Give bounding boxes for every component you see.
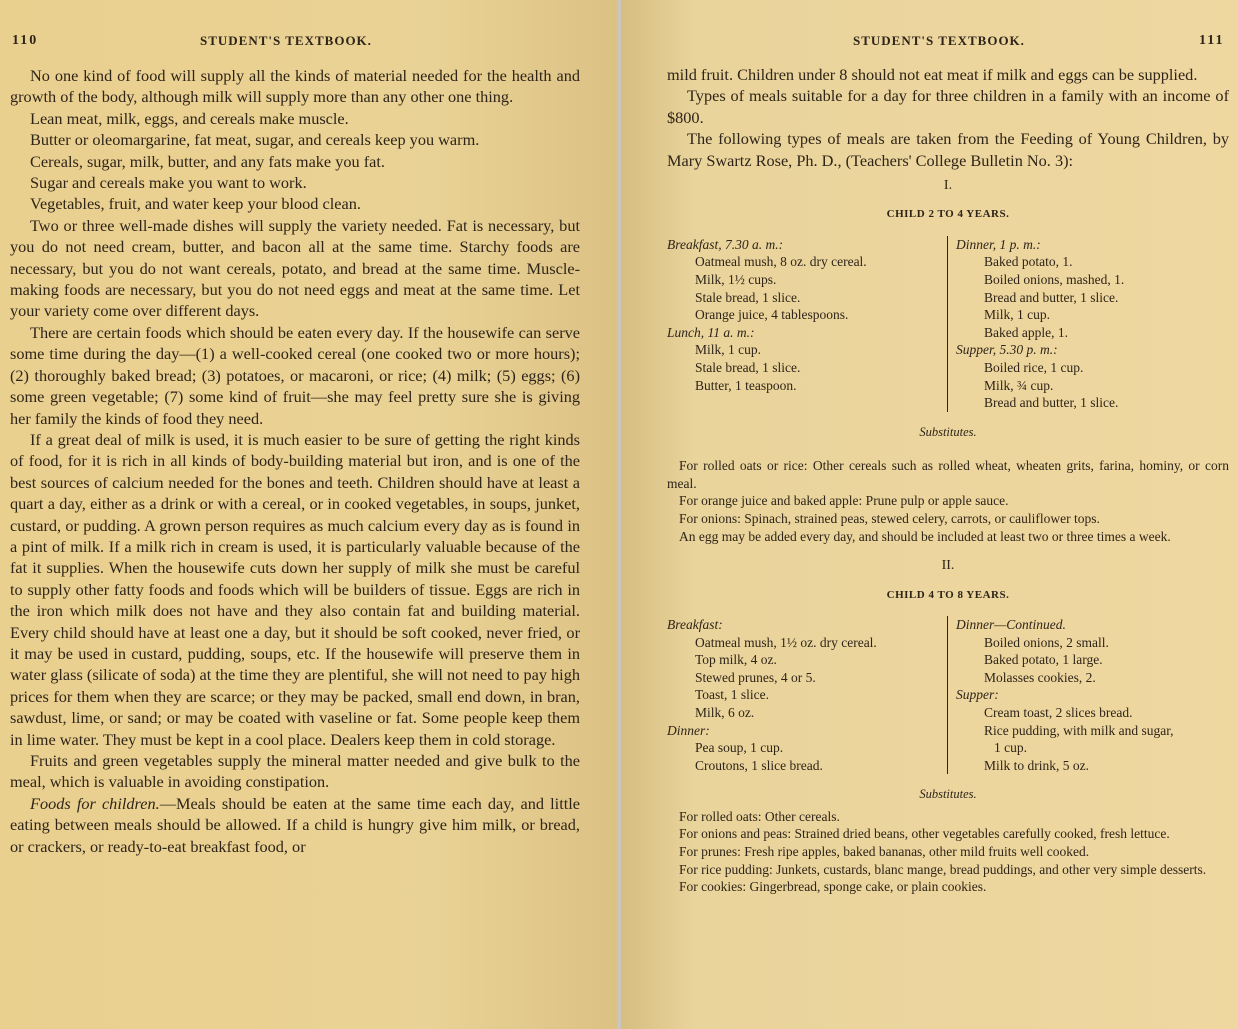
substitutes-list — [667, 808, 1229, 896]
running-head: STUDENT'S TEXTBOOK. — [853, 33, 1025, 48]
menu-column-right — [947, 236, 1124, 412]
meal-item: Bread and butter, 1 slice. — [984, 395, 1119, 411]
meal-title: Dinner: — [667, 722, 710, 738]
substitute-item: For orange juice and baked apple: Prune pulp or apple sauce. — [679, 493, 1009, 509]
paragraph — [10, 793, 580, 857]
meal-item: Milk, 6 oz. — [695, 704, 755, 720]
paragraph: Vegetables, fruit, and water keep your blood clean. — [30, 194, 361, 214]
substitutes-title: Substitutes. — [919, 787, 977, 802]
page-number: 111 — [1199, 33, 1225, 48]
substitute-item: For rolled oats or rice: Other cereals such as rolled wheat, wheaten grits, farina, hominy, or corn meal. — [667, 458, 1229, 491]
paragraph: If a great deal of milk is used, it is much easier to be sure of getting the right kinds of food, for it is rich in all kinds of body-building material but iron, and is one of the best sources of calcium needed for the bones and teeth. Children should have at least a quart a day, either as a drink or with a cereal, or in cooked vegetables, in soups, junket, custard, or pudding. A grown person requires as much calcium every day as is found in a pint of milk. If a milk rich in cream is used, it is particularly valuable because of the fat it supplies. When the housewife cuts down her supply of milk she must be careful to supply other fatty foods and foods which will be builders of tissue. Eggs are rich in the iron which milk does not have and they also contain fat and building material. Every child should have at least one a day, but it should be soft cooked, never fried, or it may be used in custard, pudding, soups, etc. If the housewife will preserve them in water glass (silicate of soda) at the time they are plentiful, she will not need to pay high prices for them when they are scarce; or they may be packed, small end down, in bran, sawdust, lime, or sand; or may be coated with vaseline or fat. Some people keep them in lime water. They must be kept in a cool place. Dealers keep them in cold storage. — [10, 429, 580, 749]
meal-item: Molasses cookies, 2. — [984, 669, 1096, 685]
meal-item: Boiled onions, 2 small. — [984, 634, 1109, 650]
meal-item: Toast, 1 slice. — [695, 687, 770, 703]
meal-item: Boiled onions, mashed, 1. — [984, 272, 1125, 288]
meal-title: Dinner, 1 p. m.: — [956, 236, 1041, 252]
meal-item: Milk to drink, 5 oz. — [984, 757, 1089, 773]
paragraph: Two or three well-made dishes will supply the variety needed. Fat is necessary, but you do not need cream, butter, and bacon all at the same time. Starchy foods are necessary, but you do not want cereals, potato, and bread at the same time. Muscle-making foods are necessary, but you do not need eggs and meat at the same time. Let your variety come over different days. — [10, 215, 580, 321]
meal-item: Milk, 1 cup. — [695, 342, 761, 358]
substitutes-title: Substitutes. — [919, 424, 977, 439]
paragraph: Lean meat, milk, eggs, and cereals make muscle. — [30, 108, 349, 128]
meal-title: Supper: — [956, 687, 999, 703]
subheading-foods-for-children: Foods for children. — [30, 793, 160, 813]
substitute-item: For onions and peas: Strained dried beans, other vegetables carefully cooked, fresh lettuce. — [679, 826, 1170, 842]
meal-title: Breakfast: — [667, 616, 723, 632]
substitute-item: For cookies: Gingerbread, sponge cake, or plain cookies. — [679, 879, 987, 895]
meal-item: Baked potato, 1 large. — [984, 652, 1103, 668]
body-text-right — [667, 64, 1229, 896]
meal-item: Stale bread, 1 slice. — [695, 360, 801, 375]
section-heading: CHILD 2 TO 4 YEARS. — [886, 208, 1010, 221]
paragraph: Fruits and green vegetables supply the mineral matter needed and give bulk to the meal, which is valuable in avoiding constipation. — [10, 751, 580, 792]
meal-title: Supper, 5.30 p. m.: — [956, 342, 1058, 358]
substitutes-list — [667, 457, 1229, 545]
left-page — [0, 0, 617, 1029]
meal-item: Milk, 1½ cups. — [695, 272, 777, 288]
meal-item: Orange juice, 4 tablespoons. — [695, 307, 849, 323]
paragraph: Butter or oleomargarine, fat meat, sugar, and cereals keep you warm. — [30, 130, 480, 150]
meal-item: Milk, ¾ cup. — [984, 377, 1054, 393]
menu-table — [667, 236, 1229, 412]
paragraph: Types of meals suitable for a day for three children in a family with an income of $800. — [667, 86, 1229, 127]
meal-item: Milk, 1 cup. — [984, 307, 1050, 323]
menu-table — [667, 616, 1229, 774]
paragraph: There are certain foods which should be eaten every day. If the housewife can serve some time during the day—(1) a well-cooked cereal (one cooked two or more hours); (2) thoroughly baked bread; (3) potatoes, or macaroni, or rice; (4) milk; (5) eggs; (6) some green vegetable; (7) some kind of fruit—she may feel pretty sure she is giving her family the kinds of food they need. — [10, 322, 580, 428]
meal-item: Top milk, 4 oz. — [695, 652, 777, 668]
meal-item: Oatmeal mush, 8 oz. dry cereal. — [695, 254, 867, 270]
menu-column-left — [667, 236, 947, 412]
section-numeral: II. — [941, 558, 955, 574]
meal-item: Oatmeal mush, 1½ oz. dry cereal. — [695, 634, 877, 650]
meal-item: Baked potato, 1. — [984, 254, 1073, 270]
paragraph: The following types of meals are taken from the Feeding of Young Children, by Mary Swartz Rose, Ph. D., (Teachers' College Bulletin No. 3): — [667, 129, 1229, 170]
paragraph-text: —Meals should be eaten at the same time each day, and little eating between meals should be allowed. If a child is hungry give him milk, or bread, or crackers, or ready-to-eat breakfast food, or — [10, 793, 580, 856]
substitute-item: For prunes: Fresh ripe apples, baked bananas, other mild fruits well cooked. — [679, 843, 1090, 859]
meal-title: Lunch, 11 a. m.: — [667, 324, 755, 340]
section-numeral: I. — [943, 178, 953, 194]
meal-title: Dinner—Continued. — [956, 616, 1066, 632]
meal-item: Cream toast, 2 slices bread. — [984, 704, 1133, 720]
substitute-item: An egg may be added every day, and should be included at least two or three times a week. — [679, 528, 1171, 544]
running-head: STUDENT'S TEXTBOOK. — [200, 33, 372, 48]
continuation-paragraph: mild fruit. Children under 8 should not eat meat if milk and eggs can be supplied. — [667, 65, 1198, 84]
meal-item: Pea soup, 1 cup. — [695, 740, 784, 756]
meal-item: 1 cup. — [994, 740, 1027, 756]
menu-column-left — [667, 616, 947, 774]
page-number: 110 — [12, 33, 39, 48]
substitute-item: For onions: Spinach, strained peas, stewed celery, carrots, or cauliflower tops. — [679, 510, 1100, 526]
meal-item: Stewed prunes, 4 or 5. — [695, 669, 816, 685]
paragraph: No one kind of food will supply all the kinds of material needed for the health and growth of the body, although milk will supply more than any other one thing. — [10, 66, 580, 107]
meal-item: Bread and butter, 1 slice. — [984, 289, 1119, 305]
substitute-item: For rolled oats: Other cereals. — [679, 808, 840, 824]
meal-item: Stale bread, 1 slice. — [695, 289, 801, 305]
meal-item: Baked apple, 1. — [984, 324, 1068, 340]
meal-item: Butter, 1 teaspoon. — [695, 377, 797, 393]
meal-item: Boiled rice, 1 cup. — [984, 360, 1084, 375]
paragraph: Cereals, sugar, milk, butter, and any fats make you fat. — [30, 151, 385, 171]
section-heading: CHILD 4 TO 8 YEARS. — [886, 588, 1010, 601]
body-text — [10, 65, 580, 857]
substitute-item: For rice pudding: Junkets, custards, blanc mange, bread puddings, and other very simple desserts. — [679, 861, 1207, 877]
menu-column-right — [947, 616, 1174, 774]
meal-title: Breakfast, 7.30 a. m.: — [667, 236, 784, 252]
paragraph: Sugar and cereals make you want to work. — [30, 173, 307, 193]
meal-item: Rice pudding, with milk and sugar, — [984, 722, 1174, 738]
meal-item: Croutons, 1 slice bread. — [695, 757, 823, 773]
